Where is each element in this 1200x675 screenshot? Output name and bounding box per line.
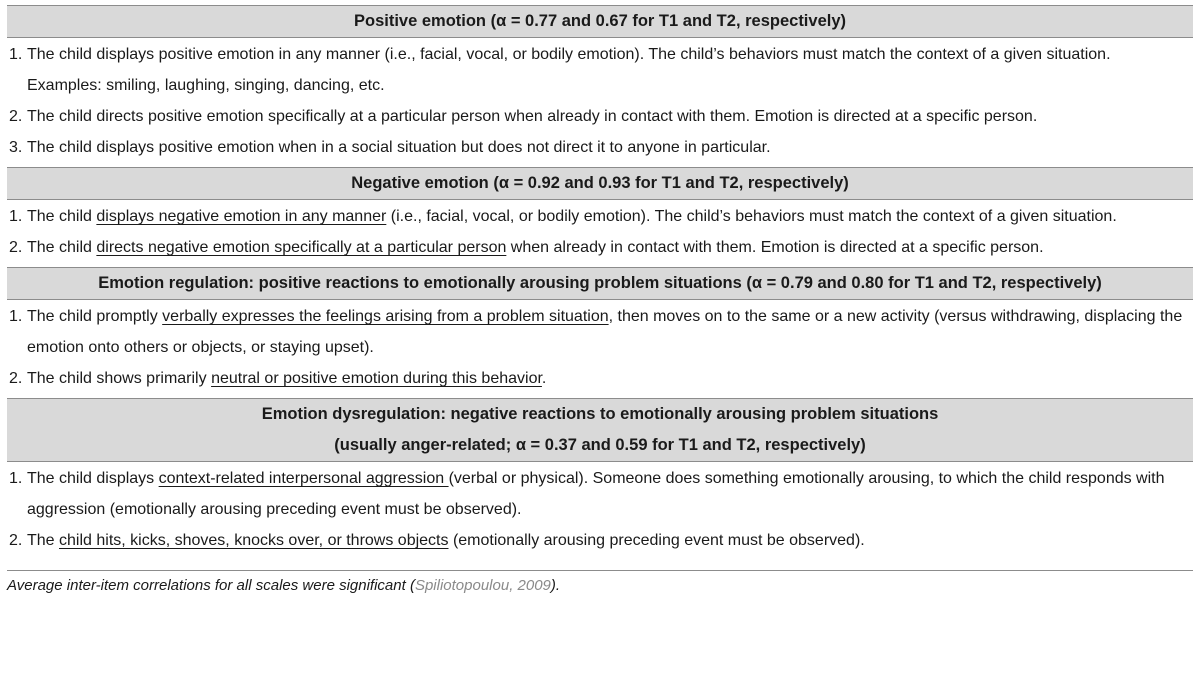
item-text: The child displays positive emotion in any manner (i.e., facial, vocal, or bodily emotion). The child’s behaviors must match the context of a given situation. Examples: smiling, laughing, singing, dancing, etc.: [27, 46, 1111, 94]
item-number: 2.: [9, 370, 23, 387]
footnote-citation-link[interactable]: Spiliotopoulou, 2009: [414, 577, 551, 594]
list-item: [7, 363, 1193, 394]
item-text: The child displays positive emotion when in a social situation but does not direct it to anyone in particular.: [27, 139, 771, 156]
list-item: [7, 132, 1193, 163]
item-text: , then moves on to the same or a new activity (versus withdrawing, displacing the emotion onto others or objects, or staying upset).: [27, 308, 1183, 356]
item-text: The child: [27, 208, 97, 225]
section-body: [7, 200, 1193, 267]
list-item: [7, 525, 1193, 556]
item-text: (i.e., facial, vocal, or bodily emotion). The child’s behaviors must match the context of a given situation.: [386, 208, 1117, 225]
item-number: 1.: [9, 208, 23, 225]
section-body: [7, 300, 1193, 398]
list-item: [7, 301, 1193, 363]
underlined-phrase: neutral or positive emotion during this behavior: [211, 370, 542, 387]
section-header-line: Emotion regulation: positive reactions to emotionally arousing problem situations (α = 0.79 and 0.80 for T1 and T2, respectively): [98, 274, 1102, 292]
underlined-phrase: verbally expresses the feelings arising from a problem situation: [162, 308, 609, 325]
underlined-phrase: child hits, kicks, shoves, knocks over, or throws objects: [59, 532, 449, 549]
table-footnote: [7, 571, 1193, 601]
underlined-phrase: directs negative emotion specifically at a particular person: [96, 239, 507, 256]
item-number: 2.: [9, 239, 23, 256]
section-header-line: (usually anger-related; α = 0.37 and 0.59 for T1 and T2, respectively): [334, 436, 866, 454]
section-header: [7, 5, 1193, 38]
section-header: [7, 267, 1193, 300]
list-item: [7, 39, 1193, 101]
underlined-phrase: displays negative emotion in any manner: [96, 208, 387, 225]
footnote-text: Average inter-item correlations for all scales were significant (: [7, 577, 415, 594]
item-text: (emotionally arousing preceding event must be observed).: [448, 532, 865, 549]
item-text: The child: [27, 239, 97, 256]
item-text: The child displays: [27, 470, 159, 487]
item-text: when already in contact with them. Emotion is directed at a specific person.: [506, 239, 1044, 256]
item-text: The: [27, 532, 60, 549]
underlined-phrase: context-related interpersonal aggression: [158, 470, 449, 487]
section-header-line: Emotion dysregulation: negative reactions to emotionally arousing problem situations: [261, 405, 939, 423]
list-item: [7, 101, 1193, 132]
section-body: [7, 38, 1193, 167]
item-text: The child promptly: [27, 308, 163, 325]
item-text: The child directs positive emotion specifically at a particular person when already in contact with them. Emotion is directed at a specific person.: [27, 108, 1038, 125]
table-sections: [7, 5, 1193, 560]
emotion-coding-table: [7, 5, 1193, 601]
item-number: 1.: [9, 308, 23, 325]
footnote-text-end: ).: [550, 577, 561, 594]
item-text: The child shows primarily: [27, 370, 212, 387]
section-header: [7, 167, 1193, 200]
section-body: [7, 462, 1193, 560]
section-header: [7, 398, 1193, 462]
item-number: 3.: [9, 139, 23, 156]
item-number: 1.: [9, 46, 23, 63]
section-header-line: Positive emotion (α = 0.77 and 0.67 for T1 and T2, respectively): [353, 12, 847, 30]
item-number: 2.: [9, 108, 23, 125]
item-text: .: [541, 370, 547, 387]
section-header-line: Negative emotion (α = 0.92 and 0.93 for T1 and T2, respectively): [351, 174, 849, 192]
item-text: (verbal or physical). Someone does something emotionally arousing, to which the child responds with aggression (emotionally arousing preceding event must be observed).: [27, 470, 1165, 518]
list-item: [7, 201, 1193, 232]
item-number: 1.: [9, 470, 23, 487]
list-item: [7, 463, 1193, 525]
list-item: [7, 232, 1193, 263]
item-number: 2.: [9, 532, 23, 549]
